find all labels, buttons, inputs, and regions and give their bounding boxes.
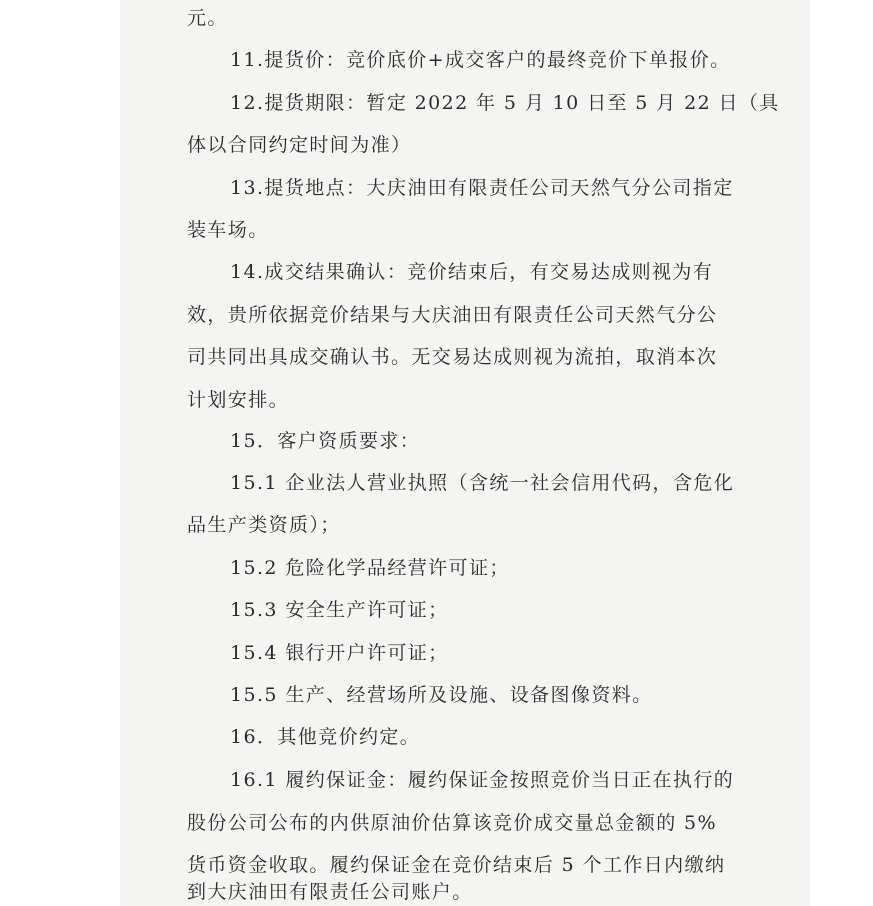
text-line: 16.1 履约保证金：履约保证金按照竞价当日正在执行的 (230, 769, 735, 791)
text-line: 15．客户资质要求： (230, 430, 421, 452)
text-line: 15.4 银行开户许可证； (230, 642, 449, 664)
text-line: 15.5 生产、经营场所及设施、设备图像资料。 (230, 684, 653, 706)
text-line: 13.提货地点：大庆油田有限责任公司天然气分公司指定 (230, 177, 734, 199)
text-line: 14.成交结果确认：竞价结束后，有交易达成则视为有 (230, 261, 714, 283)
text-line: 装车场。 (187, 219, 269, 241)
text-line: 12.提货期限：暂定 2022 年 5 月 10 日至 5 月 22 日（具 (230, 92, 780, 114)
text-line: 元。 (187, 7, 228, 29)
document-page (120, 0, 810, 906)
text-line: 16．其他竞价约定。 (230, 726, 421, 748)
text-line: 品生产类资质）； (187, 514, 341, 536)
text-line: 效，贵所依据竞价结果与大庆油田有限责任公司天然气分公 (187, 304, 718, 326)
text-line: 到大庆油田有限责任公司账户。 (187, 881, 473, 903)
text-line: 15.2 危险化学品经营许可证； (230, 557, 510, 579)
text-line: 计划安排。 (187, 389, 290, 411)
text-line: 15.1 企业法人营业执照（含统一社会信用代码，含危化 (230, 472, 735, 494)
text-line: 11.提货价：竞价底价+成交客户的最终竞价下单报价。 (230, 49, 731, 71)
text-line: 司共同出具成交确认书。无交易达成则视为流拍，取消本次 (187, 346, 718, 368)
text-line: 货币资金收取。履约保证金在竞价结束后 5 个工作日内缴纳 (187, 854, 726, 876)
text-line: 体以合同约定时间为准） (187, 134, 412, 156)
text-line: 15.3 安全生产许可证； (230, 599, 449, 621)
text-line: 股份公司公布的内供原油价估算该竞价成交量总金额的 5% (187, 812, 717, 834)
